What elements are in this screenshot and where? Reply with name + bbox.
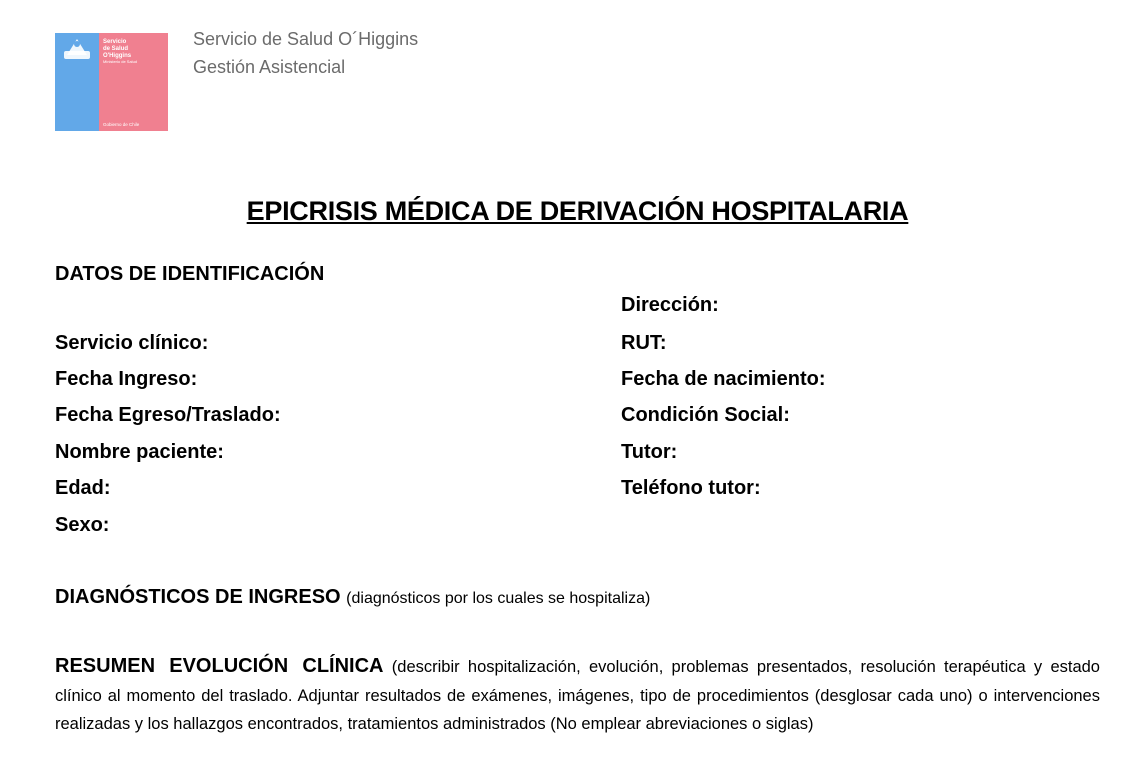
field-tutor: Tutor: xyxy=(621,441,678,463)
diagnosticos-note: (diagnósticos por los cuales se hospitaliza) xyxy=(346,590,651,607)
field-direccion: Dirección: xyxy=(621,294,719,316)
field-rut: RUT: xyxy=(621,332,667,354)
resumen-section xyxy=(55,652,1100,739)
logo-line2: de Salud xyxy=(103,46,129,52)
resumen-heading: RESUMEN EVOLUCIÓN CLÍNICA xyxy=(55,655,384,677)
identificacion-heading: DATOS DE IDENTIFICACIÓN xyxy=(55,263,325,285)
field-nombre-paciente: Nombre paciente: xyxy=(55,441,224,463)
field-fecha-ingreso: Fecha Ingreso: xyxy=(55,368,198,390)
diagnosticos-section xyxy=(55,586,650,609)
logo-footer: Gobierno de Chile xyxy=(103,122,140,127)
department-name: Gestión Asistencial xyxy=(193,57,346,77)
field-condicion-social: Condición Social: xyxy=(621,404,790,426)
resumen-note: (describir hospitalización, evolución, problemas presentados, resolución terapéutica y estado clínico al momento del traslado. Adjuntar resultados de exámenes, imágenes, tipo de procedimientos (desglosar cada uno) o intervenciones realizadas y los hallazgos encontrados, tratamientos administrados (No emplear abreviaciones o siglas) xyxy=(55,658,1100,733)
field-fecha-nacimiento: Fecha de nacimiento: xyxy=(621,368,826,390)
logo-line1: Servicio xyxy=(103,39,127,45)
field-edad: Edad: xyxy=(55,477,111,499)
field-servicio-clinico: Servicio clínico: xyxy=(55,332,209,354)
field-sexo: Sexo: xyxy=(55,514,110,536)
field-telefono-tutor: Teléfono tutor: xyxy=(621,477,761,499)
logo-line4: Ministerio de Salud xyxy=(103,59,138,64)
field-fecha-egreso: Fecha Egreso/Traslado: xyxy=(55,404,281,426)
diagnosticos-heading: DIAGNÓSTICOS DE INGRESO xyxy=(55,586,341,608)
organization-name: Servicio de Salud O´Higgins xyxy=(193,29,419,49)
logo-line3: O'Higgins xyxy=(103,53,132,59)
servicio-salud-logo xyxy=(55,33,168,131)
document-title: EPICRISIS MÉDICA DE DERIVACIÓN HOSPITALARIA xyxy=(246,196,909,226)
header-text xyxy=(193,25,418,81)
logo-graphic xyxy=(55,33,168,131)
